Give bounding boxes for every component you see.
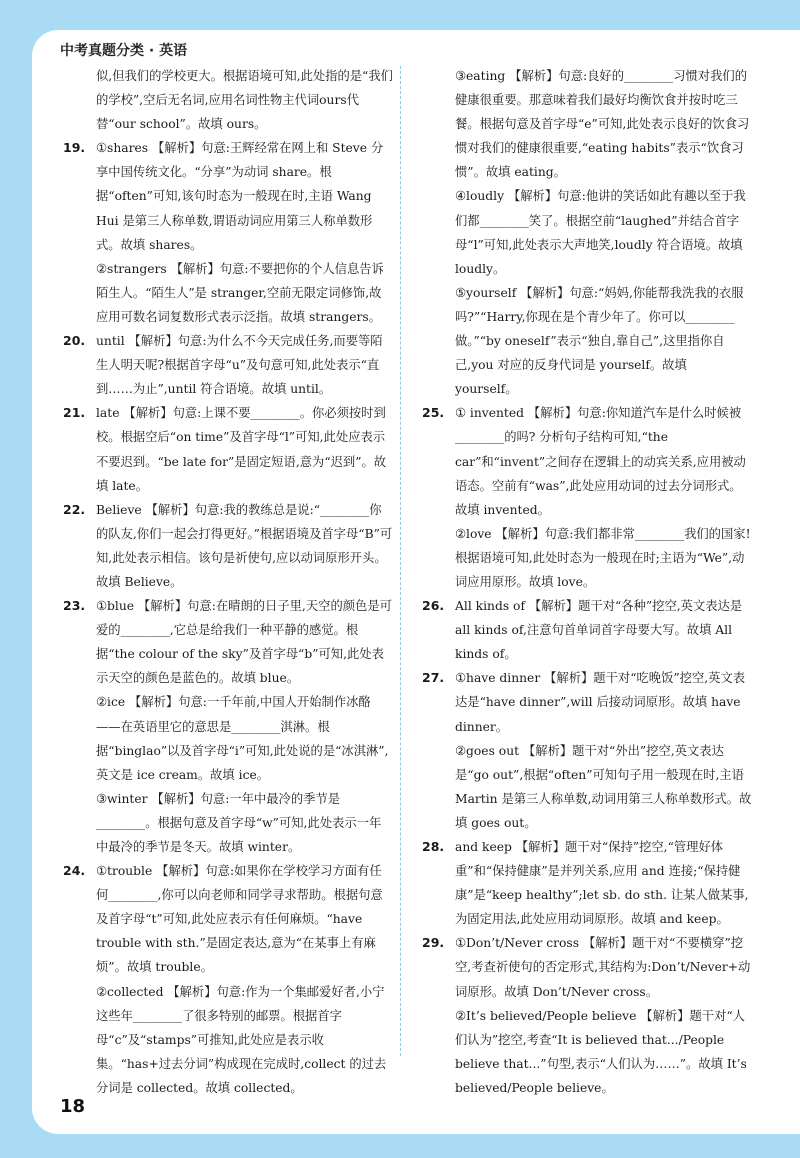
answer-item [63,64,393,136]
question-number: 23. [63,598,86,614]
answer-item [63,136,393,256]
answer-text: ① invented 【解析】句意:你知道汽车是什么时候被________的吗? 分析句子结构可知,“the car”和“invent”之间存在逻辑上的动宾关系,应用被动语态。空前有“was”,此处应用动词的过去分词形式。故填 invented。 [455,406,746,517]
question-number: 29. [422,935,445,951]
answer-text: All kinds of 【解析】题干对“各种”挖空,英文表达是 all kinds of,注意句首单词首字母要大写。故填 All kinds of。 [455,599,743,662]
answer-item [422,64,752,184]
answer-item [422,281,752,401]
answer-item [422,594,752,666]
right-column [422,64,752,1100]
answer-item [422,522,752,594]
answer-text: and keep 【解析】题干对“保持”挖空,“管理好体重”和“保持健康”是并列关系,应用 and 连接;“保持健康”是“keep healthy”;let sb. do sth. 让某人做某事,为固定用法,此处应用动词原形。故填 and keep。 [455,840,749,927]
answer-item [63,594,393,690]
answer-item [422,835,752,931]
answer-text: ②collected 【解析】句意:作为一个集邮爱好者,小宁这些年________了很多特别的邮票。根据首字母“c”及“stamps”可推知,此处应是表示收集。“has+过去分词”构成现在完成时,collect 的过去分词是 collected。故填 collected。 [96,984,387,1095]
left-column [63,64,393,1100]
question-number: 27. [422,670,445,686]
answer-item [422,666,752,738]
question-number: 20. [63,333,86,349]
header-title: 中考真题分类 · 英语 [60,43,188,59]
answer-text: ②strangers 【解析】句意:不要把你的个人信息告诉陌生人。“陌生人”是 stranger,空前无限定词修饰,故应用可数名词复数形式表示泛指。故填 strangers。 [96,261,384,324]
question-number: 25. [422,405,445,421]
answer-item [63,787,393,859]
question-number: 22. [63,501,86,517]
answer-text: ①shares 【解析】句意:王辉经常在网上和 Steve 分享中国传统文化。“分享”为动词 share。根据“often”可知,该句时态为一般现在时,主语 Wang Hui 是第三人称单数,谓语动词应用第三人称单数形式。故填 shares。 [96,141,384,252]
answer-text: ①trouble 【解析】句意:如果你在学校学习方面有任何________,你可以向老师和同学寻求帮助。根据句意及首字母“t”可知,此处应表示有任何麻烦。“have trouble with sth.”是固定表达,意为“在某事上有麻烦”。故填 trouble。 [96,864,383,975]
answer-text: 似,但我们的学校更大。根据语境可知,此处指的是“我们的学校”,空后无名词,应用名词性物主代词ours代替“our school”。故填 ours。 [96,69,393,132]
answer-text: ①Don’t/Never cross 【解析】题干对“不要横穿”挖空,考查祈使句的否定形式,其结构为:Don’t/Never+动词原形。故填 Don’t/Never cross。 [455,936,751,999]
answer-text: ②love 【解析】句意:我们都非常________我们的国家! 根据语境可知,此处时态为一般现在时;主语为“We”,动词应用原形。故填 love。 [455,526,751,589]
question-number: 26. [422,598,445,614]
question-number: 21. [63,405,86,421]
answer-text: late 【解析】句意:上课不要________。你必须按时到校。根据空后“on time”及首字母“l”可知,此处应表示不要迟到。“be late for”是固定短语,意为“迟到”。故填 late。 [96,406,387,493]
answer-item [422,184,752,280]
answer-text: ③eating 【解析】句意:良好的________习惯对我们的健康很重要。那意味着我们最好均衡饮食并按时吃三餐。根据句意及首字母“e”可知,此处表示良好的饮食习惯对我们的健康很重要,“eating habits”表示“饮食习惯”。故填 eating。 [455,69,750,180]
question-number: 19. [63,140,86,156]
question-number: 24. [63,863,86,879]
answer-text: ①have dinner 【解析】题干对“吃晚饭”挖空,英文表达是“have dinner”,will 后接动词原形。故填 have dinner。 [455,671,746,734]
answer-item [422,931,752,1003]
answer-item [63,859,393,979]
answer-item [63,980,393,1100]
answer-item [63,329,393,401]
column-divider [400,66,401,1056]
question-number: 28. [422,839,445,854]
answer-text: until 【解析】句意:为什么不今天完成任务,而要等陌生人明天呢?根据首字母“u”及句意可知,此处表示“直到……为止”,until 符合语境。故填 until。 [96,334,383,397]
answer-text: Believe 【解析】句意:我的教练总是说:“________你的队友,你们一起会打得更好。”根据语境及首字母“B”可知,此处表示相信。该句是祈使句,应以动词原形开头。故填 Believe。 [96,502,393,589]
answer-text: ③winter 【解析】句意:一年中最冷的季节是________。根据句意及首字母“w”可知,此处表示一年中最冷的季节是冬天。故填 winter。 [96,791,382,854]
answer-text: ⑤yourself 【解析】句意:“妈妈,你能帮我洗我的衣服吗?”“Harry,你现在是个青少年了。你可以________做。”“by oneself”表示“独自,靠自己”,这里指你自己,you 对应的反身代词是 yourself。故填 yourself。 [455,285,744,397]
answer-item [422,401,752,521]
answer-item [63,690,393,786]
answer-item [63,498,393,594]
answer-text: ④loudly 【解析】句意:他讲的笑话如此有趣以至于我们都________笑了。根据空前“laughed”并结合首字母“l”可知,此处表示大声地笑,loudly 符合语境。故填 loudly。 [455,189,746,276]
answer-text: ①blue 【解析】句意:在晴朗的日子里,天空的颜色是可爱的________,它总是给我们一种平静的感觉。根据“the colour of the sky”及首字母“b”可知,此处表示天空的颜色是蓝色的。故填 blue。 [96,599,392,686]
answer-item [63,401,393,497]
answer-text: ②ice 【解析】句意:一千年前,中国人开始制作冰酪——在英语里它的意思是________淇淋。根据“binglao”以及首字母“i”可知,此处说的是“冰淇淋”,英文是 ice cream。故填 ice。 [96,695,389,782]
answer-text: ②goes out 【解析】题干对“外出”挖空,英文表达是“go out”,根据“often”可知句子用一般现在时,主语 Martin 是第三人称单数,动词用第三人称单数形式。故填 goes out。 [455,743,752,830]
answer-item [63,257,393,329]
answer-item [422,739,752,835]
answer-text: ②It’s believed/People believe 【解析】题干对“人们认为”挖空,考查“It is believed that.../People believe that...”句型,表示“人们认为……”。故填 It’s believed/People believe。 [455,1008,747,1095]
answer-item [422,1004,752,1100]
page-number: 18 [60,1096,86,1117]
